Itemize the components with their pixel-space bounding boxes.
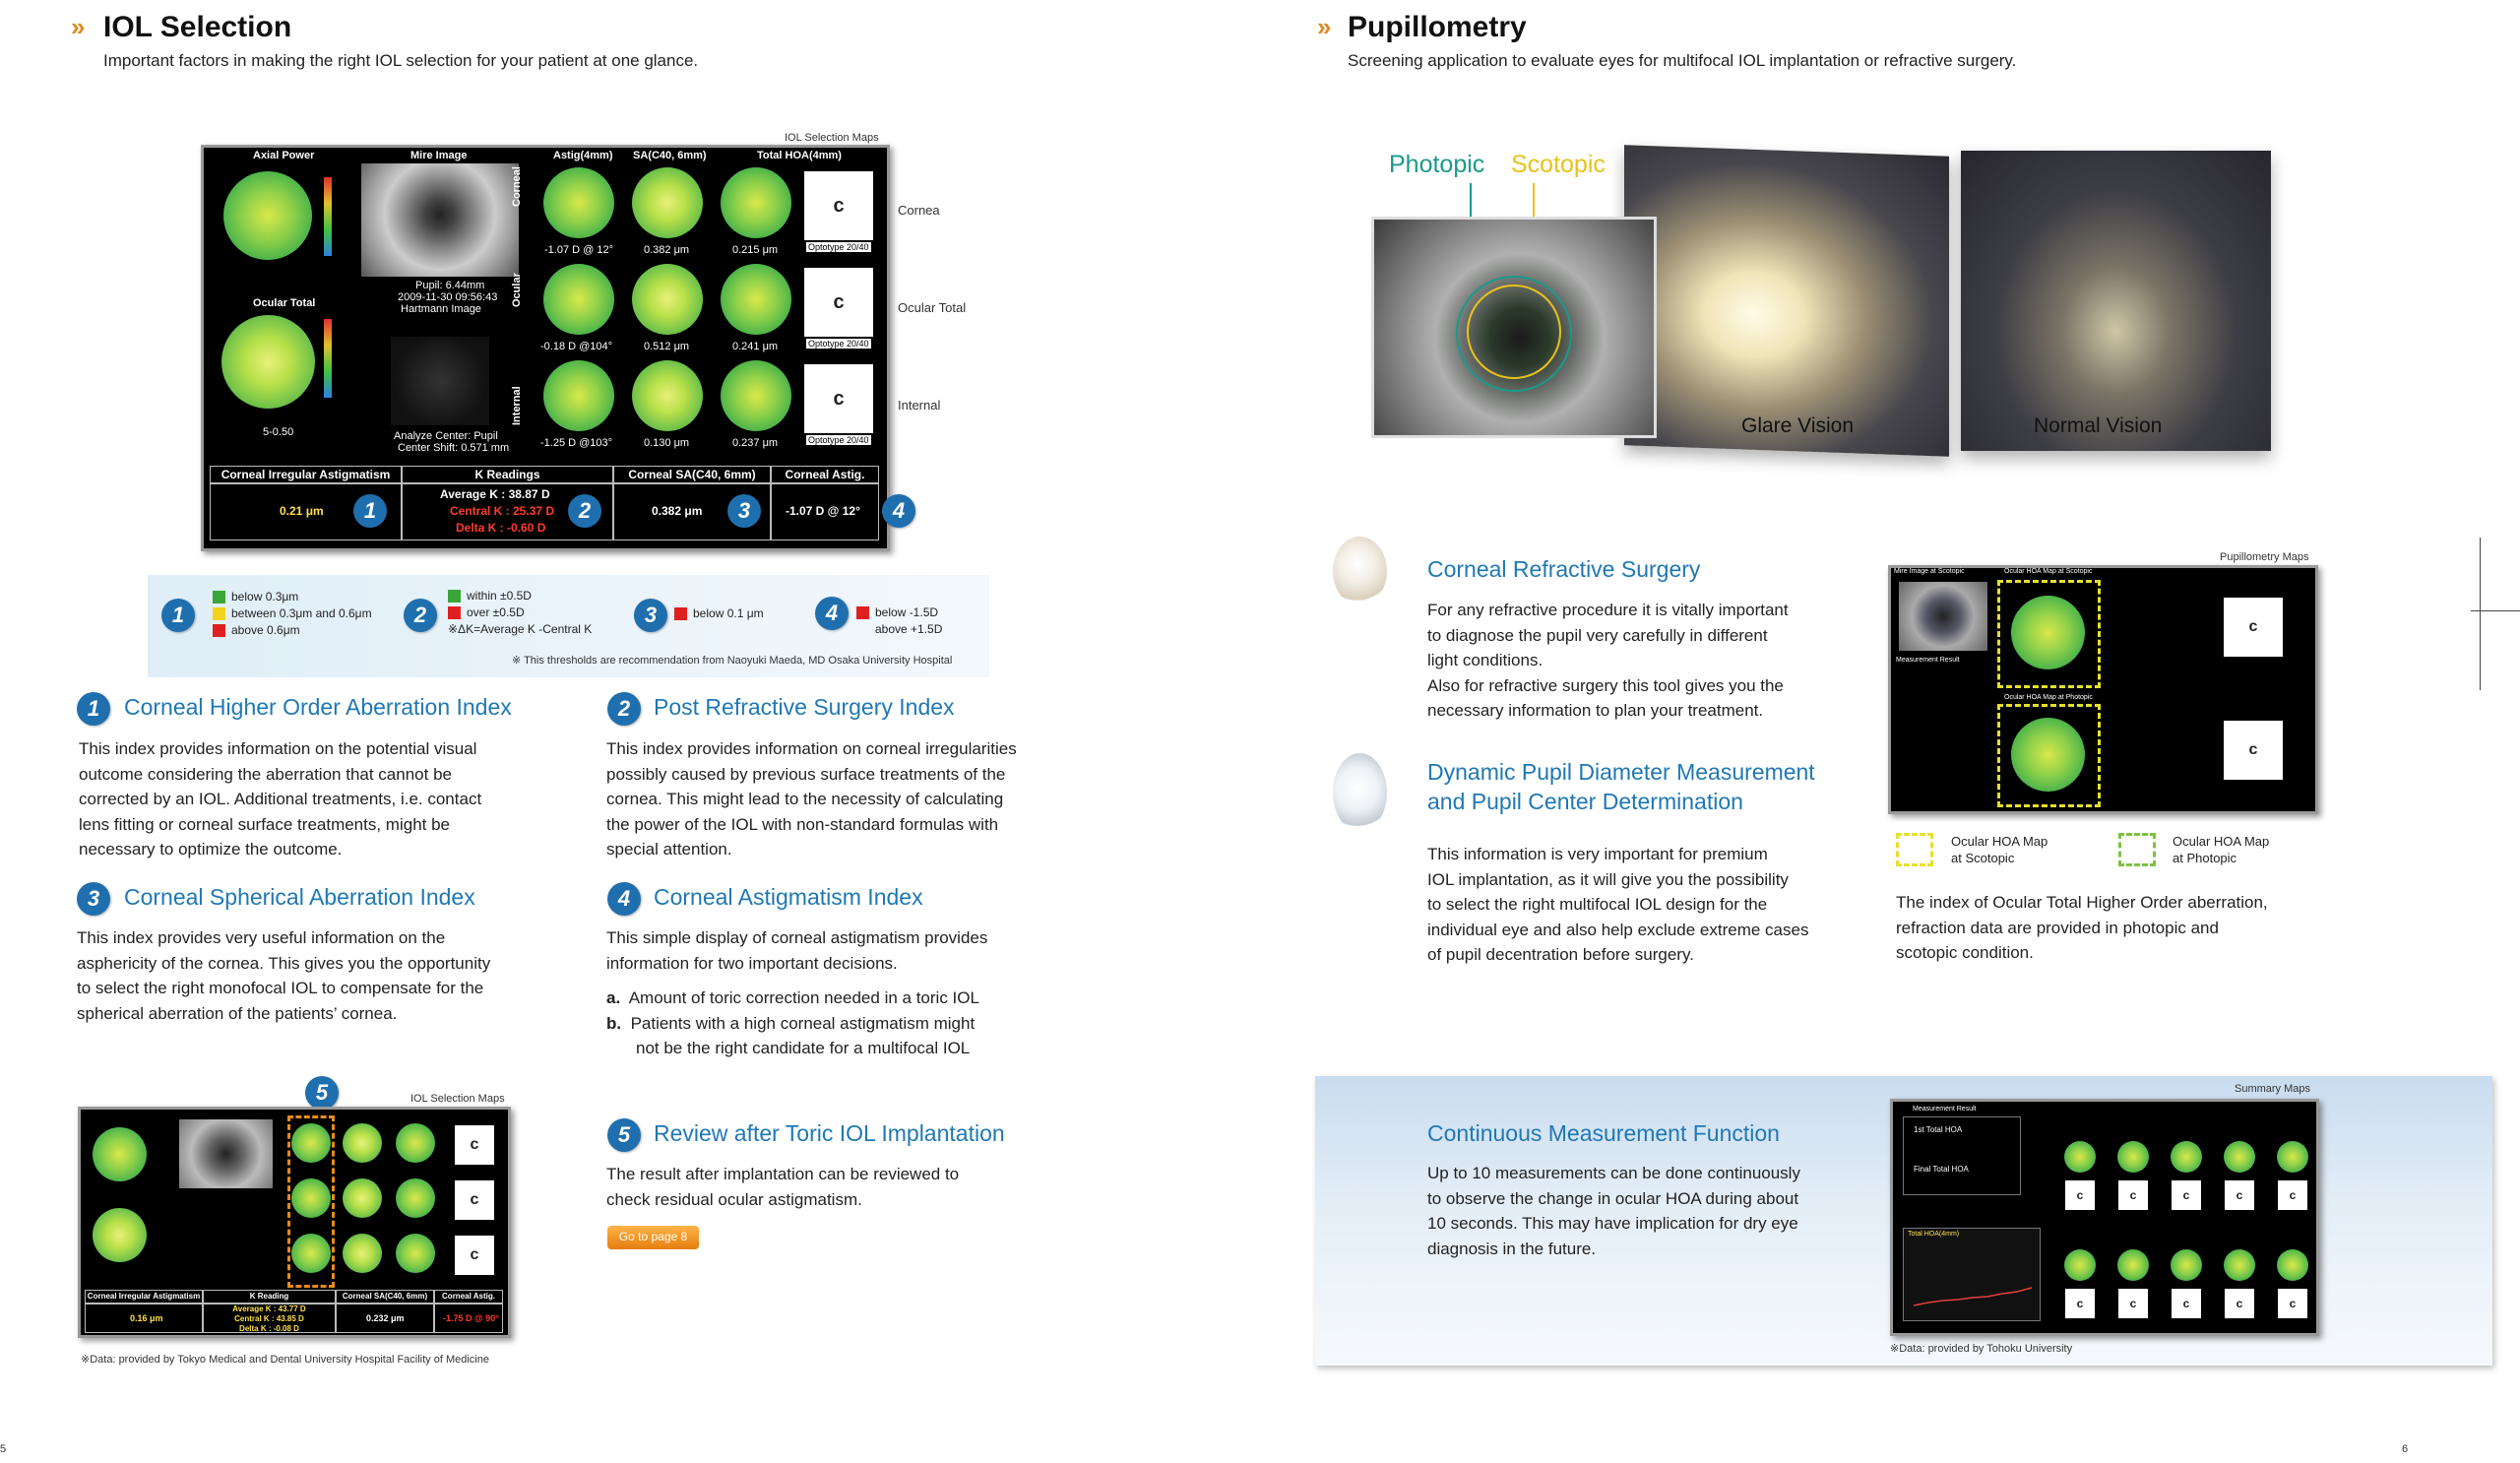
optotype-image: c [2224, 598, 2283, 657]
threshold-legend [148, 575, 989, 677]
axial-header: Axial Power [253, 150, 315, 161]
badge-3-icon: 3 [727, 494, 761, 528]
pupil-mire-image [1371, 217, 1657, 438]
row-label-internal: Internal [511, 386, 523, 425]
astig-value: -0.18 D @104° [540, 341, 613, 352]
corneal-sa-value: 0.382 μm [652, 504, 703, 518]
hoa-map [721, 360, 791, 431]
optotype-image: c [455, 1125, 494, 1165]
sa-map [632, 167, 703, 238]
section-body: Up to 10 measurements can be done continuously to observe the change in ocular HOA during about 10 seconds. This may have implication for dry eye diagnosis in the future. [1427, 1164, 1800, 1258]
central-k: Central K : 25.37 D [450, 504, 555, 518]
optotype-image: c [2224, 721, 2283, 780]
footnote: ※Data: provided by Tohoku University [1890, 1343, 2073, 1355]
optotype-label: Optotype 20/40 [808, 242, 869, 252]
sa-map [343, 1234, 382, 1273]
optotype-image: c [2278, 1180, 2307, 1210]
hoa-map [721, 264, 791, 335]
measurement-label: Measurement Result [1896, 657, 1960, 664]
mire-label: Mire Image at Scotopic [1894, 568, 1965, 575]
mire-image [179, 1119, 273, 1188]
lens-illustration [1333, 753, 1387, 832]
astig-map [543, 167, 614, 238]
optotype-image: c [2172, 1180, 2201, 1210]
page-title: Pupillometry [1348, 11, 1527, 43]
page-lead: Important factors in making the right IOL selection for your patient at one glance. [103, 51, 699, 70]
table-header: K Reading [203, 1290, 336, 1304]
hoa-map [396, 1178, 435, 1218]
go-to-page-button[interactable]: Go to page 8 [607, 1226, 699, 1249]
table-header: Corneal SA(C40, 6mm) [336, 1290, 434, 1304]
color-scale [324, 177, 332, 256]
badge-1-icon: 1 [353, 494, 387, 528]
section-body: This index provides information on corneal irregularities possibly caused by previous surface treatments of the cornea. This might lead to the necessity of calculating the power of the IOL with non-standard formulas with special attention. [606, 739, 1017, 859]
optotype-label: Optotype 20/40 [808, 435, 869, 445]
panel-caption: IOL Selection Maps [785, 132, 879, 144]
scotopic-legend-text: Ocular HOA Map at Scotopic [1951, 834, 2048, 865]
legend-1-green: below 0.3μm [231, 590, 299, 604]
axial-power-map [223, 171, 312, 260]
astig-value: -1.25 D @103° [540, 437, 613, 449]
scale-note: 5-0.50 [263, 426, 294, 438]
crop-mark [2471, 610, 2520, 611]
sa-map [343, 1123, 382, 1163]
section-title: Dynamic Pupil Diameter Measurement [1427, 759, 1815, 785]
iol-selection-panel-review [78, 1107, 511, 1338]
optotype-image: c [804, 171, 873, 240]
optotype-image: c [2278, 1289, 2307, 1318]
summary-hoa-map [2171, 1249, 2202, 1281]
hoa-graph: Total HOA(4mm) [1903, 1228, 2041, 1321]
summary-panel [1890, 1099, 2319, 1336]
ocular-total-map [221, 315, 315, 409]
irregular-astig-value: 0.21 μm [280, 504, 324, 518]
badge-2-icon: 2 [404, 599, 437, 632]
sa-value: 0.130 μm [644, 437, 690, 449]
legend-1-yellow: between 0.3μm and 0.6μm [231, 606, 372, 620]
corneal-sa-value: 0.232 μm [366, 1313, 405, 1323]
photopic-label: Photopic [1389, 151, 1485, 178]
pupillometry-panel [1888, 565, 2318, 814]
axial-power-map [93, 1127, 147, 1181]
section-body: For any refractive procedure it is vitally important to diagnose the pupil very carefully in different light conditions. Also for refractive surgery this tool gives you the necessary information to plan your treatment. [1427, 601, 1789, 720]
side-label-cornea: Cornea [898, 203, 940, 218]
legend-2-red: over ±0.5D [467, 605, 525, 619]
hoa-map [2011, 596, 2085, 669]
optotype-image: c [804, 268, 873, 337]
hoa-trend-line [1904, 1229, 2042, 1322]
section-body: This information is very important for premium IOL implantation, as it will give you the possibility to select the right multifocal IOL design for the individual eye and also help exclude extreme cases of pupil decentration before surgery. [1427, 845, 1809, 964]
badge-3-icon: 3 [77, 882, 110, 916]
legend-4-above: above +1.5D [875, 622, 943, 636]
row-label-corneal: Corneal [511, 166, 523, 207]
page-number: 5 [0, 1443, 7, 1455]
pupil-text: Pupil: 6.44mm [415, 280, 485, 291]
footnote: ※Data: provided by Tokyo Medical and Dental University Hospital Facility of Medicine [81, 1354, 489, 1366]
pupil-note: The index of Ocular Total Higher Order aberration, refraction data are provided in photopic and scotopic condition. [1896, 893, 2268, 962]
section-body: This index provides very useful information on the asphericity of the cornea. This gives you the opportunity to select the right monofocal IOL to compensate for the spherical aberration of the patients’ cornea. [77, 928, 491, 1023]
corneal-astig-value: -1.07 D @ 12° [786, 504, 860, 518]
mire-image [1899, 582, 1987, 651]
astig-map [291, 1123, 331, 1163]
central-k: Central K : 43.85 D [234, 1314, 304, 1323]
summary-hoa-map [2277, 1249, 2308, 1281]
side-label-internal: Internal [898, 398, 941, 413]
badge-5-icon: 5 [607, 1118, 641, 1152]
table-header: Corneal Irregular Astigmatism [210, 466, 402, 483]
optotype-image: c [2065, 1289, 2095, 1318]
glare-vision-image [1624, 145, 1949, 457]
scotopic-header: Ocular HOA Map at Scotopic [2004, 568, 2093, 575]
scotopic-ring [1467, 285, 1561, 379]
crs-illustration [1333, 537, 1387, 605]
mire-image [361, 163, 519, 277]
photopic-legend-icon [2118, 833, 2156, 866]
average-k: Average K : 43.77 D [232, 1304, 306, 1313]
legend-note: ※ This thresholds are recommendation from Naoyuki Maeda, MD Osaka University Hospital [512, 655, 953, 667]
badge-2-icon: 2 [607, 692, 641, 726]
optotype-image: c [2225, 1289, 2254, 1318]
optotype-image: c [2172, 1289, 2201, 1318]
delta-k: Delta K : -0.08 D [239, 1324, 299, 1333]
legend-1-red: above 0.6μm [231, 623, 300, 637]
photopic-header: Ocular HOA Map at Photopic [2004, 694, 2093, 701]
section-title: Post Refractive Surgery Index [654, 694, 955, 720]
panel-caption: IOL Selection Maps [410, 1093, 505, 1105]
summary-hoa-map [2064, 1249, 2096, 1281]
badge-1-icon: 1 [77, 692, 110, 726]
color-scale [324, 319, 332, 398]
badge-4-icon: 4 [882, 494, 915, 528]
hoa-value: 0.237 μm [732, 437, 779, 449]
optotype-image: c [2065, 1180, 2095, 1210]
sa-value: 0.512 μm [644, 341, 690, 352]
sa-map [343, 1178, 382, 1218]
summary-hoa-map [2224, 1249, 2255, 1281]
summary-hoa-map [2117, 1249, 2149, 1281]
section-title: Corneal Spherical Aberration Index [124, 884, 475, 910]
astig-header: Astig(4mm) [553, 150, 613, 161]
section-title: and Pupil Center Determination [1427, 789, 1743, 814]
legend-2-green: within ±0.5D [467, 589, 532, 603]
optotype-label: Optotype 20/40 [808, 339, 869, 349]
average-k: Average K : 38.87 D [440, 487, 550, 501]
delta-k: Delta K : -0.60 D [456, 521, 546, 535]
astig-map [291, 1178, 331, 1218]
chevron-icon: » [1317, 12, 1332, 41]
analyze-label: Analyze Center: Pupil [394, 430, 498, 442]
sa-map [632, 264, 703, 335]
panel-caption: Summary Maps [2235, 1083, 2311, 1095]
summary-hoa-map [2224, 1141, 2255, 1173]
optotype-image: c [455, 1236, 494, 1275]
scotopic-legend-icon [1896, 833, 1933, 866]
optotype-image: c [455, 1180, 494, 1220]
photopic-legend-text: Ocular HOA Map at Photopic [2173, 834, 2270, 865]
badge-4-icon: 4 [607, 882, 641, 916]
table-header: Corneal Irregular Astigmatism [85, 1290, 203, 1304]
section-body: This simple display of corneal astigmatism provides information for two important decisions. a. Amount of toric correction needed in a toric IOL b. Patients with a high corneal astigmatism might not be the right candidate for a multifocal IOL [606, 928, 988, 1057]
chevron-icon: » [71, 12, 86, 41]
astig-map [543, 360, 614, 431]
hoa-map [396, 1234, 435, 1273]
section-title: Corneal Refractive Surgery [1427, 556, 1701, 582]
section-title: Review after Toric IOL Implantation [654, 1120, 1005, 1146]
section-body: The result after implantation can be reviewed to check residual ocular astigmatism. [606, 1165, 960, 1209]
center-shift-label: Center Shift: 0.571 mm [398, 442, 510, 454]
table-header: Corneal Astig. [771, 466, 879, 483]
table-header: Corneal Astig. [434, 1290, 503, 1304]
sa-header: SA(C40, 6mm) [633, 150, 707, 161]
row-label-ocular: Ocular [511, 273, 523, 307]
summary-hoa-map [2064, 1141, 2096, 1173]
scotopic-label: Scotopic [1511, 151, 1606, 178]
section-body: This index provides information on the potential visual outcome considering the aberration that cannot be corrected by an IOL. Additional treatments, i.e. contact lens fitting or corneal surface treatments, might be necessary to optimize the outcome. [79, 739, 482, 859]
optotype-image: c [2225, 1180, 2254, 1210]
glare-vision-label: Glare Vision [1741, 414, 1855, 437]
measurement-label: Measurement Result [1913, 1106, 1977, 1113]
iol-selection-panel [201, 145, 890, 551]
irregular-astig-value: 0.16 μm [130, 1313, 163, 1323]
crop-mark [2480, 538, 2481, 690]
astig-value: -1.07 D @ 12° [544, 244, 613, 256]
hoa-map [2011, 718, 2085, 792]
section-title: Corneal Astigmatism Index [654, 884, 923, 910]
optotype-image: c [804, 364, 873, 433]
badge-1-icon: 1 [161, 599, 195, 632]
date-text: 2009-11-30 09:56:43 [398, 291, 498, 303]
page-number: 6 [2402, 1443, 2409, 1455]
hoa-value: 0.241 μm [732, 341, 779, 352]
summary-hoa-map [2117, 1141, 2149, 1173]
astig-map [543, 264, 614, 335]
hoa-map [721, 167, 791, 238]
ocular-total-label: Ocular Total [253, 297, 316, 309]
page-lead: Screening application to evaluate eyes for multifocal IOL implantation or refractive surgery. [1348, 51, 2017, 70]
legend-4-red: below -1.5D [875, 605, 939, 619]
hartmann-image [391, 337, 489, 425]
hoa-map [396, 1123, 435, 1163]
astig-map [291, 1234, 331, 1273]
normal-vision-image [1961, 151, 2271, 451]
optotype-image: c [2118, 1289, 2148, 1318]
badge-3-icon: 3 [634, 599, 667, 632]
corneal-astig-value: -1.75 D @ 90° [443, 1313, 499, 1323]
optotype-image: c [2118, 1180, 2148, 1210]
sa-map [632, 360, 703, 431]
legend-2-note: ※ΔK=Average K -Central K [448, 622, 593, 636]
table-header: K Readings [402, 466, 613, 483]
summary-hoa-map [2277, 1141, 2308, 1173]
summary-map-grid [2060, 1121, 2316, 1328]
sa-value: 0.382 μm [644, 244, 690, 256]
panel-caption: Pupillometry Maps [2220, 551, 2309, 563]
mire-header: Mire Image [410, 150, 468, 161]
ocular-total-map [93, 1208, 147, 1262]
hoa-header: Total HOA(4mm) [757, 150, 842, 161]
side-label-ocular-total: Ocular Total [898, 300, 967, 315]
summary-hoa-map [2171, 1141, 2202, 1173]
hartmann-label: Hartmann Image [401, 303, 481, 315]
badge-2-icon: 2 [568, 494, 601, 528]
hoa-value: 0.215 μm [732, 244, 779, 256]
normal-vision-label: Normal Vision [2034, 414, 2163, 437]
page-title: IOL Selection [103, 11, 292, 43]
result-box: 1st Total HOA Final Total HOA [1903, 1116, 2021, 1195]
badge-4-icon: 4 [815, 597, 849, 630]
table-header: Corneal SA(C40, 6mm) [613, 466, 771, 483]
legend-3-red: below 0.1 μm [693, 606, 764, 620]
section-title: Corneal Higher Order Aberration Index [124, 694, 512, 720]
section-title: Continuous Measurement Function [1427, 1120, 1780, 1146]
badge-5-icon: 5 [305, 1076, 339, 1110]
